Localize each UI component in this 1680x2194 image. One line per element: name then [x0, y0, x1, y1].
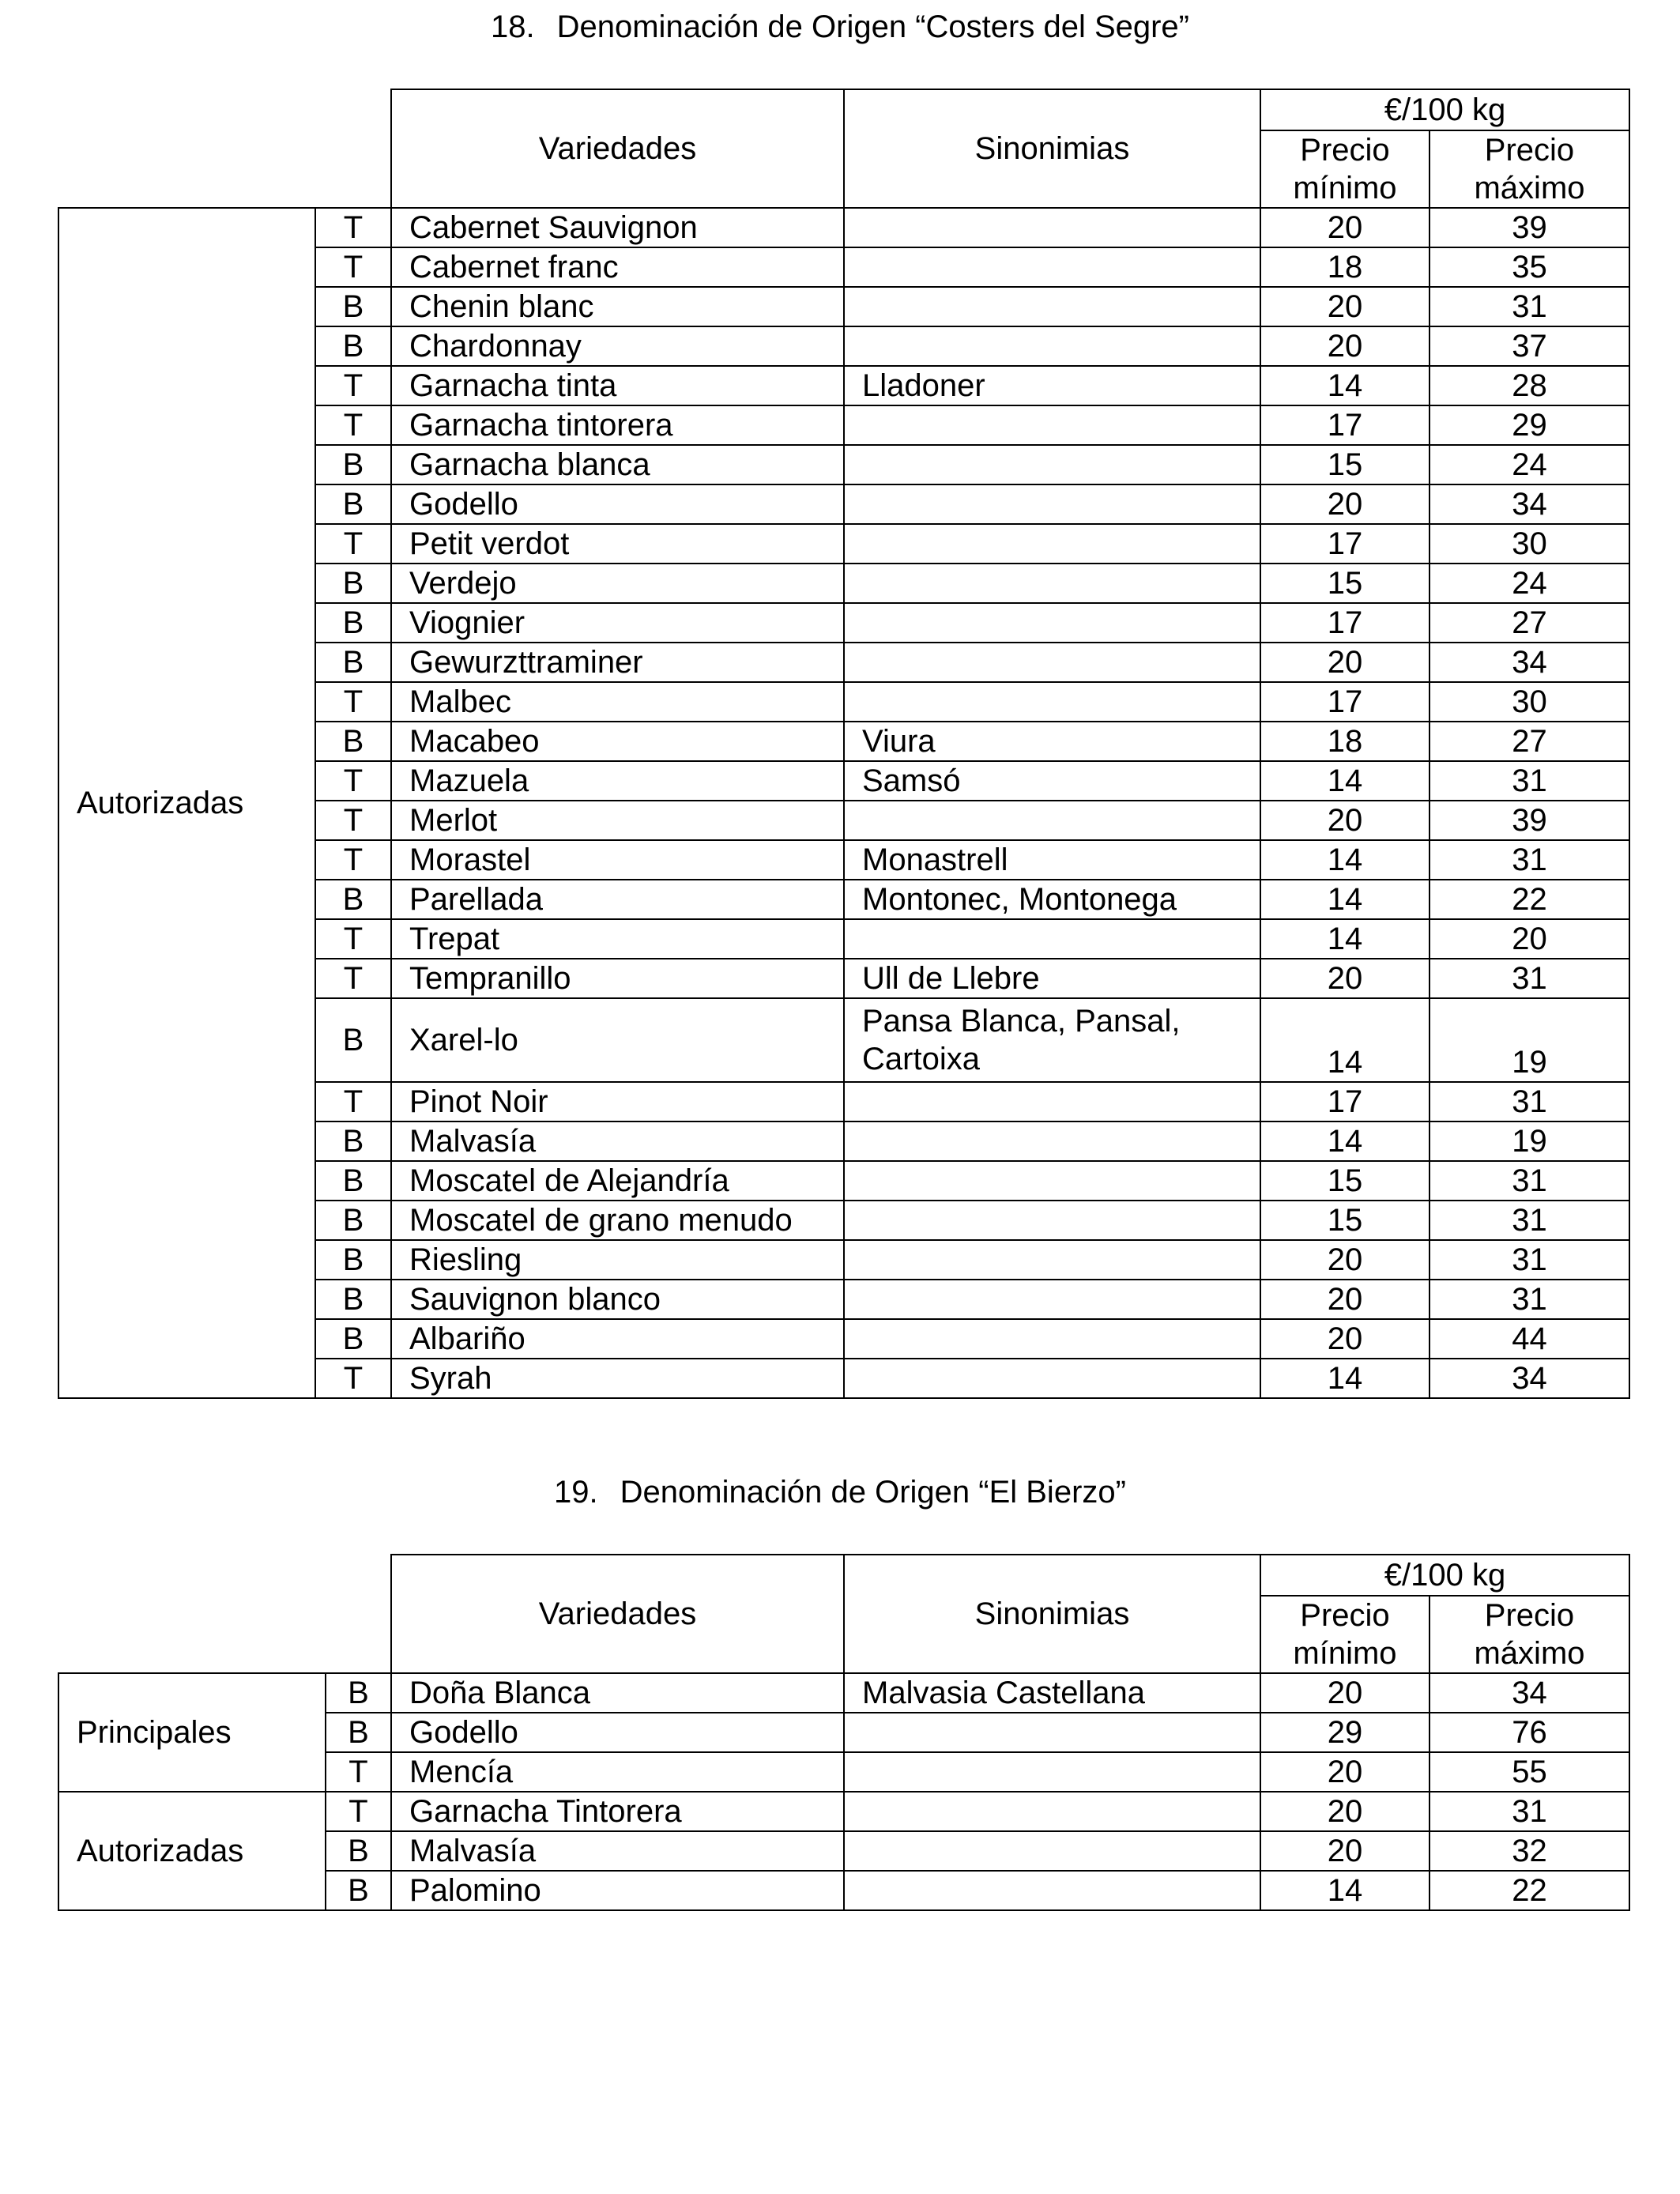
synonyms-cell [844, 1319, 1260, 1359]
synonyms-cell [844, 682, 1260, 722]
variety-cell: Cabernet franc [391, 247, 844, 287]
varieties-table [58, 89, 1630, 1399]
grape-color-cell: B [315, 484, 391, 524]
precio-maximo-cell: 22 [1430, 1871, 1629, 1910]
precio-maximo-cell: 34 [1430, 1673, 1629, 1713]
variety-cell: Moscatel de grano menudo [391, 1201, 844, 1240]
synonyms-cell [844, 326, 1260, 366]
grape-color-cell: T [315, 840, 391, 880]
variety-cell: Malvasía [391, 1831, 844, 1871]
precio-maximo-cell: 30 [1430, 682, 1629, 722]
variety-cell: Sauvignon blanco [391, 1280, 844, 1319]
group-label: Autorizadas [58, 1792, 326, 1910]
variety-cell: Xarel-lo [391, 998, 844, 1082]
synonyms-cell: Monastrell [844, 840, 1260, 880]
grape-color-cell: T [315, 1082, 391, 1122]
precio-minimo-cell: 20 [1260, 1240, 1430, 1280]
precio-maximo-cell: 39 [1430, 208, 1629, 247]
variety-cell: Garnacha tintorera [391, 405, 844, 445]
precio-minimo-cell: 20 [1260, 484, 1430, 524]
variety-cell: Morastel [391, 840, 844, 880]
synonyms-cell: Viura [844, 722, 1260, 761]
header-row [58, 1555, 1629, 1596]
precio-minimo-cell: 14 [1260, 919, 1430, 959]
grape-color-cell: B [315, 326, 391, 366]
variety-cell: Trepat [391, 919, 844, 959]
grape-color-cell: B [326, 1871, 391, 1910]
variety-cell: Malbec [391, 682, 844, 722]
column-header-precio-maximo [1430, 130, 1629, 208]
section-heading: Denominación de Origen “El Bierzo” [620, 1475, 1126, 1510]
variety-cell: Merlot [391, 801, 844, 840]
header-row [58, 89, 1629, 130]
table-row [58, 208, 1629, 247]
grape-color-cell: B [315, 1161, 391, 1201]
section-title [0, 8, 1680, 46]
grape-color-cell: B [315, 643, 391, 682]
variety-cell: Cabernet Sauvignon [391, 208, 844, 247]
variety-cell: Mazuela [391, 761, 844, 801]
grape-color-cell: T [315, 247, 391, 287]
precio-maximo-cell: 31 [1430, 761, 1629, 801]
precio-maximo-cell: 30 [1430, 524, 1629, 564]
synonyms-cell [844, 643, 1260, 682]
variety-cell: Viognier [391, 603, 844, 643]
grape-color-cell: B [315, 564, 391, 603]
precio-minimo-cell: 14 [1260, 761, 1430, 801]
table-row [58, 1792, 1629, 1831]
synonyms-cell [844, 484, 1260, 524]
header-line: máximo [1474, 1636, 1585, 1671]
precio-minimo-cell: 17 [1260, 524, 1430, 564]
precio-maximo-cell: 34 [1430, 1359, 1629, 1398]
precio-minimo-cell: 20 [1260, 208, 1430, 247]
precio-maximo-cell: 19 [1430, 998, 1629, 1082]
precio-maximo-cell: 55 [1430, 1752, 1629, 1792]
grape-color-cell: T [315, 524, 391, 564]
synonyms-cell [844, 1201, 1260, 1240]
synonyms-cell: Montonec, Montonega [844, 880, 1260, 919]
precio-maximo-cell: 32 [1430, 1831, 1629, 1871]
grape-color-cell: B [326, 1831, 391, 1871]
grape-color-cell: B [315, 722, 391, 761]
precio-maximo-cell: 27 [1430, 603, 1629, 643]
synonyms-cell: Malvasia Castellana [844, 1673, 1260, 1713]
synonyms-cell: Ull de Llebre [844, 959, 1260, 998]
grape-color-cell: B [315, 1201, 391, 1240]
variety-cell: Tempranillo [391, 959, 844, 998]
column-header-precio-minimo [1260, 130, 1430, 208]
synonyms-cell [844, 445, 1260, 484]
variety-cell: Parellada [391, 880, 844, 919]
grape-color-cell: T [326, 1752, 391, 1792]
precio-maximo-cell: 34 [1430, 484, 1629, 524]
precio-minimo-cell: 17 [1260, 682, 1430, 722]
precio-minimo-cell: 14 [1260, 366, 1430, 405]
precio-minimo-cell: 15 [1260, 1201, 1430, 1240]
precio-minimo-cell: 20 [1260, 1792, 1430, 1831]
column-header-sinonimias: Sinonimias [844, 1555, 1260, 1673]
synonyms-cell [844, 247, 1260, 287]
header-line: mínimo [1293, 171, 1397, 205]
grape-color-cell: B [315, 880, 391, 919]
precio-maximo-cell: 24 [1430, 445, 1629, 484]
precio-maximo-cell: 31 [1430, 1240, 1629, 1280]
precio-minimo-cell: 20 [1260, 1673, 1430, 1713]
precio-minimo-cell: 20 [1260, 1280, 1430, 1319]
precio-minimo-cell: 18 [1260, 722, 1430, 761]
synonyms-cell [844, 287, 1260, 326]
precio-maximo-cell: 39 [1430, 801, 1629, 840]
precio-maximo-cell: 31 [1430, 1280, 1629, 1319]
grape-color-cell: B [315, 998, 391, 1082]
precio-minimo-cell: 15 [1260, 1161, 1430, 1201]
group-label: Autorizadas [58, 208, 315, 1398]
synonyms-cell [844, 603, 1260, 643]
variety-cell: Garnacha Tintorera [391, 1792, 844, 1831]
header-line: Precio [1484, 133, 1575, 168]
variety-cell: Garnacha blanca [391, 445, 844, 484]
precio-minimo-cell: 29 [1260, 1713, 1430, 1752]
precio-maximo-cell: 24 [1430, 564, 1629, 603]
precio-minimo-cell: 14 [1260, 1871, 1430, 1910]
variety-cell: Godello [391, 1713, 844, 1752]
synonyms-cell [844, 1280, 1260, 1319]
precio-minimo-cell: 14 [1260, 998, 1430, 1082]
precio-maximo-cell: 76 [1430, 1713, 1629, 1752]
table-row [58, 1673, 1629, 1713]
precio-maximo-cell: 44 [1430, 1319, 1629, 1359]
section-number: 19. [554, 1475, 598, 1510]
header-line: Precio [1300, 1598, 1390, 1633]
precio-minimo-cell: 20 [1260, 1752, 1430, 1792]
synonyms-cell [844, 524, 1260, 564]
precio-minimo-cell: 20 [1260, 959, 1430, 998]
precio-maximo-cell: 31 [1430, 1201, 1629, 1240]
column-header-unit: €/100 kg [1260, 89, 1629, 130]
header-line: Precio [1300, 133, 1390, 168]
grape-color-cell: T [315, 1359, 391, 1398]
precio-minimo-cell: 20 [1260, 1319, 1430, 1359]
synonyms-cell [844, 405, 1260, 445]
header-line: mínimo [1293, 1636, 1397, 1671]
column-header-sinonimias: Sinonimias [844, 89, 1260, 208]
precio-maximo-cell: 35 [1430, 247, 1629, 287]
variety-cell: Macabeo [391, 722, 844, 761]
header-line: Precio [1484, 1598, 1575, 1633]
synonyms-cell [844, 1792, 1260, 1831]
header-blank-cell [58, 1555, 391, 1673]
grape-color-cell: B [315, 287, 391, 326]
grape-color-cell: T [315, 761, 391, 801]
grape-color-cell: B [315, 1240, 391, 1280]
synonyms-cell [844, 919, 1260, 959]
synonyms-cell [844, 564, 1260, 603]
precio-maximo-cell: 31 [1430, 959, 1629, 998]
precio-minimo-cell: 15 [1260, 445, 1430, 484]
group-label: Principales [58, 1673, 326, 1792]
column-header-variedades: Variedades [391, 89, 844, 208]
grape-color-cell: T [315, 366, 391, 405]
precio-minimo-cell: 20 [1260, 287, 1430, 326]
column-header-precio-minimo [1260, 1596, 1430, 1673]
grape-color-cell: T [315, 959, 391, 998]
precio-maximo-cell: 22 [1430, 880, 1629, 919]
section-heading: Denominación de Origen “Costers del Segre” [556, 9, 1189, 44]
grape-color-cell: T [315, 208, 391, 247]
grape-color-cell: B [315, 1280, 391, 1319]
grape-color-cell: T [326, 1792, 391, 1831]
header-line: máximo [1474, 171, 1585, 205]
synonyms-cell [844, 1359, 1260, 1398]
precio-minimo-cell: 14 [1260, 1359, 1430, 1398]
precio-maximo-cell: 29 [1430, 405, 1629, 445]
grape-color-cell: B [315, 603, 391, 643]
synonyms-cell [844, 208, 1260, 247]
column-header-unit: €/100 kg [1260, 1555, 1629, 1596]
variety-cell: Godello [391, 484, 844, 524]
grape-color-cell: T [315, 919, 391, 959]
precio-maximo-cell: 31 [1430, 1082, 1629, 1122]
variety-cell: Gewurzttraminer [391, 643, 844, 682]
synonyms-cell [844, 1122, 1260, 1161]
precio-maximo-cell: 31 [1430, 1161, 1629, 1201]
variety-cell: Palomino [391, 1871, 844, 1910]
precio-minimo-cell: 14 [1260, 840, 1430, 880]
variety-cell: Garnacha tinta [391, 366, 844, 405]
precio-maximo-cell: 31 [1430, 840, 1629, 880]
column-header-variedades: Variedades [391, 1555, 844, 1673]
precio-maximo-cell: 34 [1430, 643, 1629, 682]
synonyms-cell [844, 1240, 1260, 1280]
synonyms-cell: Pansa Blanca, Pansal, Cartoixa [844, 998, 1260, 1082]
variety-cell: Syrah [391, 1359, 844, 1398]
grape-color-cell: B [315, 1122, 391, 1161]
precio-minimo-cell: 17 [1260, 1082, 1430, 1122]
header-blank-cell [58, 89, 391, 208]
synonyms-cell [844, 801, 1260, 840]
variety-cell: Chenin blanc [391, 287, 844, 326]
grape-color-cell: T [315, 405, 391, 445]
grape-color-cell: B [315, 445, 391, 484]
precio-minimo-cell: 20 [1260, 801, 1430, 840]
variety-cell: Mencía [391, 1752, 844, 1792]
variety-cell: Moscatel de Alejandría [391, 1161, 844, 1201]
grape-color-cell: T [315, 801, 391, 840]
precio-minimo-cell: 15 [1260, 564, 1430, 603]
precio-minimo-cell: 14 [1260, 880, 1430, 919]
section-title [0, 1473, 1680, 1511]
precio-minimo-cell: 17 [1260, 405, 1430, 445]
precio-maximo-cell: 31 [1430, 287, 1629, 326]
synonyms-cell [844, 1713, 1260, 1752]
precio-minimo-cell: 17 [1260, 603, 1430, 643]
synonyms-cell: Lladoner [844, 366, 1260, 405]
synonyms-cell [844, 1871, 1260, 1910]
precio-maximo-cell: 19 [1430, 1122, 1629, 1161]
variety-cell: Malvasía [391, 1122, 844, 1161]
column-header-precio-maximo [1430, 1596, 1629, 1673]
precio-minimo-cell: 18 [1260, 247, 1430, 287]
grape-color-cell: B [315, 1319, 391, 1359]
synonyms-cell: Samsó [844, 761, 1260, 801]
precio-maximo-cell: 20 [1430, 919, 1629, 959]
precio-maximo-cell: 27 [1430, 722, 1629, 761]
variety-cell: Pinot Noir [391, 1082, 844, 1122]
precio-maximo-cell: 37 [1430, 326, 1629, 366]
precio-minimo-cell: 20 [1260, 643, 1430, 682]
grape-color-cell: B [326, 1713, 391, 1752]
variety-cell: Albariño [391, 1319, 844, 1359]
variety-cell: Doña Blanca [391, 1673, 844, 1713]
section-number: 18. [491, 9, 535, 44]
variety-cell: Chardonnay [391, 326, 844, 366]
grape-color-cell: B [326, 1673, 391, 1713]
synonyms-cell [844, 1082, 1260, 1122]
precio-minimo-cell: 20 [1260, 326, 1430, 366]
precio-maximo-cell: 28 [1430, 366, 1629, 405]
precio-minimo-cell: 14 [1260, 1122, 1430, 1161]
variety-cell: Petit verdot [391, 524, 844, 564]
synonyms-cell [844, 1831, 1260, 1871]
synonyms-cell [844, 1161, 1260, 1201]
precio-maximo-cell: 31 [1430, 1792, 1629, 1831]
synonyms-cell [844, 1752, 1260, 1792]
precio-minimo-cell: 20 [1260, 1831, 1430, 1871]
grape-color-cell: T [315, 682, 391, 722]
varieties-table [58, 1554, 1630, 1911]
variety-cell: Riesling [391, 1240, 844, 1280]
variety-cell: Verdejo [391, 564, 844, 603]
